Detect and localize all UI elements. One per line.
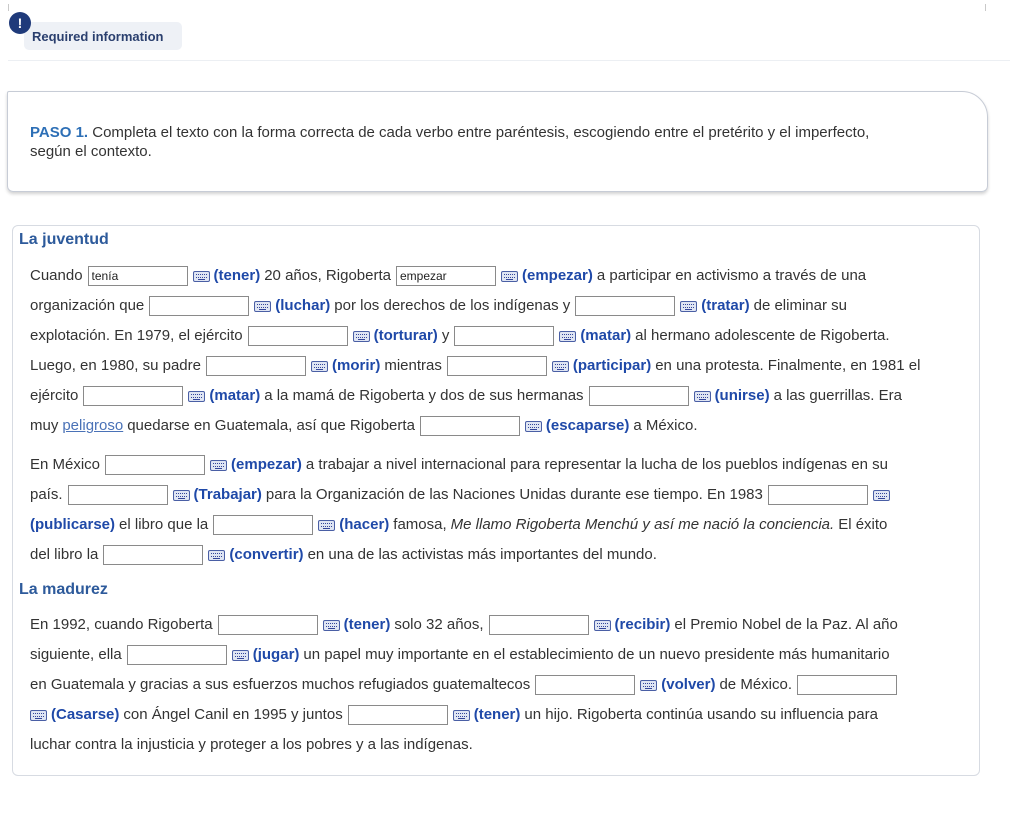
verb-hint: (matar)	[209, 387, 261, 404]
verb-hint: (luchar)	[275, 297, 331, 314]
verb-hint: (tener)	[473, 706, 521, 723]
text: de eliminar su	[753, 297, 847, 314]
answer-input-18[interactable]	[489, 615, 589, 635]
verb-hint: (publicarse)	[30, 516, 116, 533]
text: en Guatemala y gracias a sus esfuerzos muchos refugiados guatemaltecos	[30, 676, 531, 693]
keyboard-icon[interactable]	[525, 421, 542, 432]
required-information-button[interactable]: Required information	[24, 22, 182, 50]
text: El éxito	[838, 516, 888, 533]
text: En México	[30, 456, 101, 473]
text: explotación. En 1979, el ejército	[30, 327, 243, 344]
text-line	[30, 351, 970, 381]
text: por los derechos de los indígenas y	[334, 297, 571, 314]
verb-hint: (matar)	[580, 327, 632, 344]
text: del libro la	[30, 546, 99, 563]
exercise-card	[12, 225, 980, 776]
text: a las guerrillas. Era	[773, 387, 902, 404]
keyboard-icon[interactable]	[873, 490, 890, 501]
keyboard-icon[interactable]	[501, 271, 518, 282]
text: quedarse en Guatemala, así que Rigoberta	[127, 417, 415, 434]
keyboard-icon[interactable]	[208, 550, 225, 561]
peligroso-link[interactable]: peligroso	[62, 417, 124, 434]
keyboard-icon[interactable]	[594, 620, 611, 631]
verb-hint: (volver)	[661, 676, 716, 693]
text: mientras	[384, 357, 442, 374]
keyboard-icon[interactable]	[559, 331, 576, 342]
text: En 1992, cuando Rigoberta	[30, 616, 213, 633]
text: ejército	[30, 387, 79, 404]
text: a México.	[633, 417, 698, 434]
answer-input-13[interactable]	[68, 485, 168, 505]
answer-input-7[interactable]	[206, 356, 306, 376]
text: y	[441, 327, 450, 344]
answer-input-16[interactable]	[103, 545, 203, 565]
header-divider	[8, 60, 1010, 61]
top-tick-right	[985, 4, 986, 11]
text-line	[30, 480, 970, 510]
keyboard-icon[interactable]	[193, 271, 210, 282]
keyboard-icon[interactable]	[210, 460, 227, 471]
verb-hint: (recibir)	[614, 616, 671, 633]
text: organización que	[30, 297, 145, 314]
section-title-juventud: La juventud	[19, 231, 109, 248]
answer-input-9[interactable]	[83, 386, 183, 406]
madurez-paragraph	[30, 610, 970, 760]
verb-hint: (escaparse)	[545, 417, 630, 434]
text: en una de las activistas más importantes del mundo.	[307, 546, 657, 563]
text: de México.	[719, 676, 793, 693]
answer-input-6[interactable]	[454, 326, 554, 346]
text-line	[30, 321, 970, 351]
answer-input-21[interactable]	[797, 675, 897, 695]
keyboard-icon[interactable]	[640, 680, 657, 691]
answer-input-4[interactable]	[575, 296, 675, 316]
text: famosa,	[393, 516, 447, 533]
text: a trabajar a nivel internacional para representar la lucha de los pueblos indígenas en su	[305, 456, 888, 473]
instructions-body: Completa el texto con la forma correcta de cada verbo entre paréntesis, escogiendo entre el pretérito y el imperfecto,	[92, 123, 870, 141]
verb-hint: (tener)	[343, 616, 391, 633]
text-line	[30, 291, 970, 321]
keyboard-icon[interactable]	[323, 620, 340, 631]
text-line	[30, 411, 970, 441]
keyboard-icon[interactable]	[311, 361, 328, 372]
verb-hint: (participar)	[572, 357, 652, 374]
book-title: Me llamo Rigoberta Menchú y así me nació la conciencia.	[450, 516, 835, 533]
answer-input-2[interactable]	[396, 266, 496, 286]
text-line	[30, 730, 970, 760]
answer-input-22[interactable]	[348, 705, 448, 725]
text: país.	[30, 486, 63, 503]
answer-input-10[interactable]	[589, 386, 689, 406]
answer-input-12[interactable]	[105, 455, 205, 475]
keyboard-icon[interactable]	[694, 391, 711, 402]
text: al hermano adolescente de Rigoberta.	[635, 327, 890, 344]
keyboard-icon[interactable]	[254, 301, 271, 312]
keyboard-icon[interactable]	[173, 490, 190, 501]
verb-hint: (empezar)	[521, 267, 593, 284]
text-line	[30, 381, 970, 411]
keyboard-icon[interactable]	[188, 391, 205, 402]
verb-hint: (tener)	[213, 267, 261, 284]
instructions-body-2: según el contexto.	[30, 142, 152, 160]
verb-hint: (Casarse)	[51, 706, 120, 723]
text: luchar contra la injusticia y proteger a los pobres y a las indígenas.	[30, 736, 473, 753]
text: Luego, en 1980, su padre	[30, 357, 201, 374]
verb-hint: (Trabajar)	[193, 486, 262, 503]
answer-input-1[interactable]	[88, 266, 188, 286]
text: siguiente, ella	[30, 646, 122, 663]
text: muy	[30, 417, 59, 434]
instructions-panel	[7, 91, 988, 192]
step-label: PASO 1.	[30, 123, 89, 141]
text-line	[30, 540, 970, 570]
text-line	[30, 510, 970, 540]
alert-icon: !	[9, 12, 31, 34]
text: para la Organización de las Naciones Unidas durante ese tiempo. En 1983	[265, 486, 763, 503]
answer-input-11[interactable]	[420, 416, 520, 436]
text-line	[30, 261, 970, 291]
text-line	[30, 700, 970, 730]
verb-hint: (hacer)	[339, 516, 390, 533]
section-title-madurez: La madurez	[19, 581, 108, 598]
answer-input-5[interactable]	[248, 326, 348, 346]
text: a participar en activismo a través de una	[596, 267, 867, 284]
answer-input-19[interactable]	[127, 645, 227, 665]
text-line	[30, 450, 970, 480]
text: Cuando	[30, 267, 83, 284]
text: a la mamá de Rigoberta y dos de sus hermanas	[264, 387, 584, 404]
verb-hint: (tratar)	[701, 297, 750, 314]
verb-hint: (morir)	[331, 357, 381, 374]
text: 20 años, Rigoberta	[264, 267, 391, 284]
answer-input-20[interactable]	[535, 675, 635, 695]
keyboard-icon[interactable]	[453, 710, 470, 721]
answer-input-8[interactable]	[447, 356, 547, 376]
instructions-text	[30, 123, 869, 161]
keyboard-icon[interactable]	[232, 650, 249, 661]
verb-hint: (unirse)	[714, 387, 770, 404]
text: un hijo. Rigoberta continúa usando su influencia para	[524, 706, 878, 723]
answer-input-17[interactable]	[218, 615, 318, 635]
text: un papel muy importante en el establecimiento de un nuevo presidente más humanitario	[303, 646, 890, 663]
text: el Premio Nobel de la Paz. Al año	[674, 616, 898, 633]
verb-hint: (torturar)	[373, 327, 438, 344]
verb-hint: (jugar)	[252, 646, 300, 663]
keyboard-icon[interactable]	[30, 710, 47, 721]
keyboard-icon[interactable]	[680, 301, 697, 312]
text: el libro que la	[119, 516, 209, 533]
text: con Ángel Canil en 1995 y juntos	[123, 706, 343, 723]
answer-input-14[interactable]	[768, 485, 868, 505]
text: en una protesta. Finalmente, en 1981 el	[655, 357, 921, 374]
top-tick-left	[8, 4, 9, 11]
juventud-paragraph-2	[30, 450, 970, 570]
answer-input-3[interactable]	[149, 296, 249, 316]
keyboard-icon[interactable]	[353, 331, 370, 342]
answer-input-15[interactable]	[213, 515, 313, 535]
text-line	[30, 640, 970, 670]
text-line	[30, 610, 970, 640]
text: solo 32 años,	[394, 616, 484, 633]
keyboard-icon[interactable]	[318, 520, 335, 531]
keyboard-icon[interactable]	[552, 361, 569, 372]
text-line	[30, 670, 970, 700]
juventud-paragraph-1	[30, 261, 970, 441]
verb-hint: (empezar)	[231, 456, 302, 473]
verb-hint: (convertir)	[229, 546, 304, 563]
